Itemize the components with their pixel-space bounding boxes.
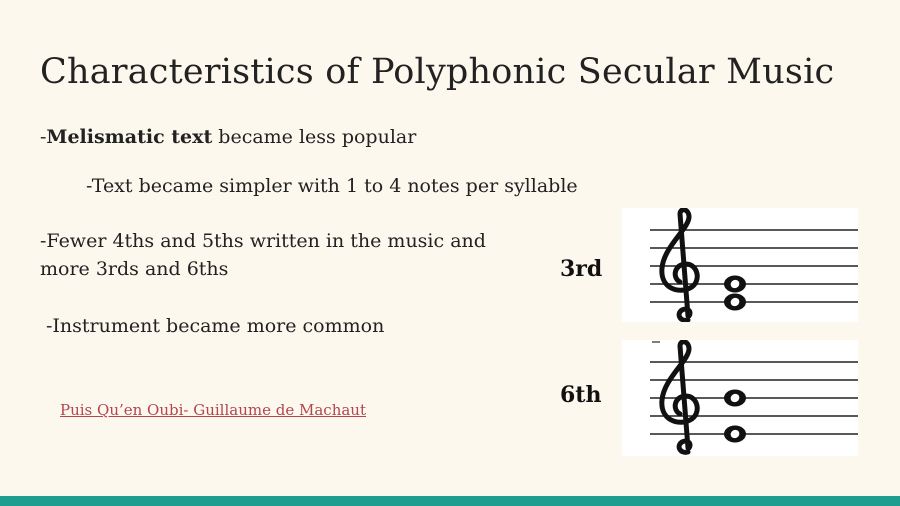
third-notes <box>724 276 746 311</box>
interval-label-third: 3rd <box>560 256 603 282</box>
bullet-melismatic <box>40 126 416 148</box>
slide-title: Characteristics of Polyphonic Secular Music <box>40 52 835 92</box>
third-staff-image <box>622 208 858 322</box>
sixth-staff-image <box>622 340 858 456</box>
bullet-rest: became less popular <box>212 126 417 148</box>
machaut-link[interactable]: Puis Qu’en Oubi- Guillaume de Machaut <box>60 401 366 419</box>
bullet-text-simpler: -Text became simpler with 1 to 4 notes per syllable <box>86 175 578 197</box>
bullet-instruments: -Instrument became more common <box>46 315 385 337</box>
third-staff-svg <box>622 208 858 322</box>
treble-clef-icon <box>662 210 697 321</box>
accent-bar <box>0 496 900 506</box>
interval-label-sixth: 6th <box>560 382 602 408</box>
bullet-prefix: - <box>40 126 47 148</box>
bullet-intervals: -Fewer 4ths and 5ths written in the music and more 3rds and 6ths <box>40 230 486 280</box>
sixth-staff-svg <box>622 340 858 456</box>
treble-clef-icon <box>662 342 697 453</box>
bullet-bold-term: Melismatic text <box>46 126 213 148</box>
